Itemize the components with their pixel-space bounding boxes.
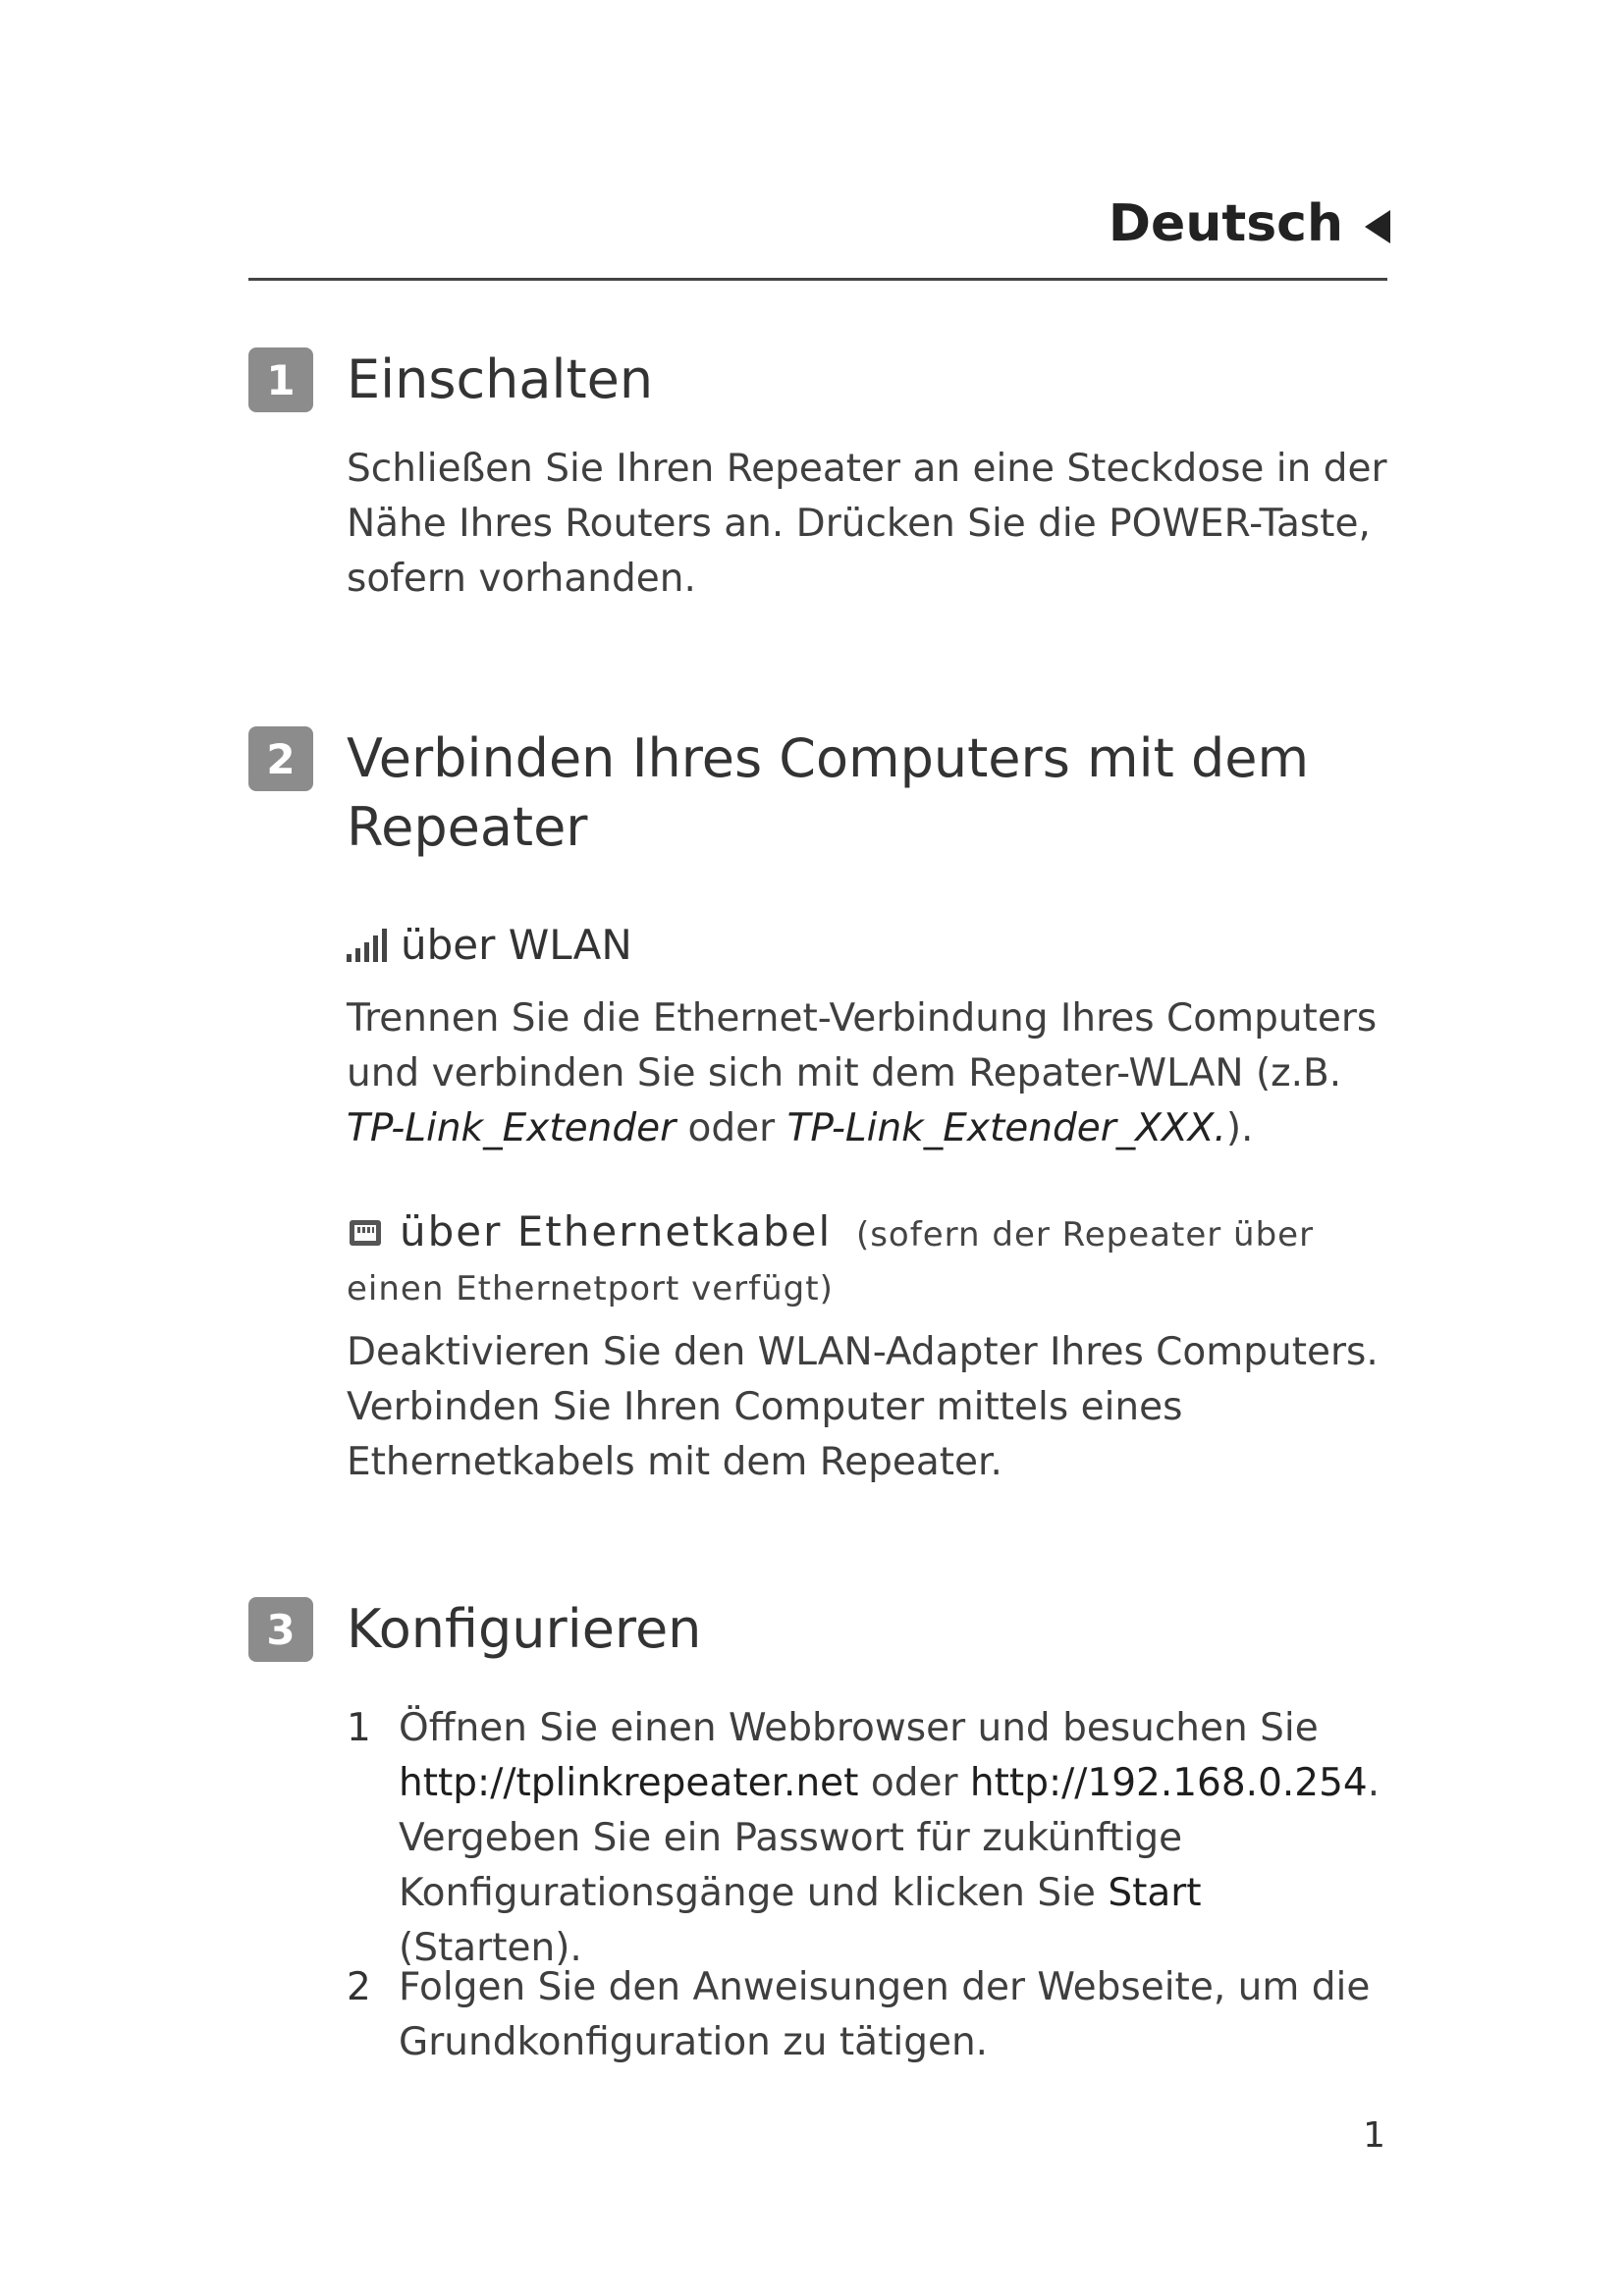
ethernet-body: Deaktivieren Sie den WLAN-Adapter Ihres Computers. Verbinden Sie Ihren Computer mittels eines Ethernetkabels mit dem Repeater. — [347, 1330, 1379, 1484]
wlan-text-after: ). — [1225, 1106, 1254, 1150]
wlan-text-between: oder — [676, 1106, 787, 1150]
wlan-subheading — [347, 921, 632, 969]
wlan-heading-label: über WLAN — [401, 921, 632, 969]
section-title-1: Einschalten — [347, 348, 654, 410]
page-number: 1 — [1363, 2115, 1385, 2156]
section-einschalten — [248, 346, 1392, 620]
step2-text: Folgen Sie den Anweisungen der Webseite, um die Grundkonfiguration zu tätigen. — [399, 1965, 1371, 2064]
list-number-2: 2 — [347, 1965, 371, 2009]
step1-end: (Starten). — [399, 1926, 582, 1970]
section-title-2: Verbinden Ihres Computers mit dem Repeater — [347, 727, 1310, 858]
ethernet-heading-label: über Ethernetkabel — [400, 1207, 833, 1255]
ethernet-subheading — [347, 1205, 1392, 1315]
ethernet-port-icon — [347, 1214, 384, 1252]
wifi-signal-icon — [347, 929, 387, 962]
language-header — [1109, 194, 1390, 253]
section-konfigurieren — [248, 1595, 1392, 2086]
wlan-body — [347, 991, 1392, 1156]
wlan-text-before: Trennen Sie die Ethernet-Verbindung Ihres Computers und verbinden Sie sich mit dem Repater-WLAN (z.B. — [347, 996, 1378, 1095]
list-number-1: 1 — [347, 1706, 371, 1750]
list-item-1 — [347, 1701, 1392, 1976]
language-label: Deutsch — [1108, 194, 1343, 253]
ssid-extender: TP-Link_Extender — [347, 1106, 677, 1150]
step1-mid: oder — [858, 1761, 970, 1805]
start-button-word: Start — [1108, 1871, 1202, 1915]
section-body-1: Schließen Sie Ihren Repeater an eine Steckdose in der Nähe Ihres Routers an. Drücken Sie die POWER-Taste, sofern vorhanden. — [347, 447, 1387, 601]
step1-after-urls: . — [1367, 1761, 1380, 1805]
step-badge-2: 2 — [248, 726, 313, 791]
triangle-left-icon — [1365, 210, 1390, 243]
url-ip-address[interactable]: http://192.168.0.254 — [969, 1761, 1368, 1805]
ethernet-note: (sofern der Repeater über einen Ethernetport verfügt) — [347, 1215, 1315, 1308]
list-item-2 — [347, 1960, 1392, 2070]
url-tplinkrepeater[interactable]: http://tplinkrepeater.net — [399, 1761, 859, 1805]
step1-line1: Öffnen Sie einen Webbrowser und besuchen Sie — [399, 1706, 1319, 1750]
step1-line3: Vergeben Sie ein Passwort für zukünftige Konfigurationsgänge und klicken Sie — [399, 1816, 1183, 1915]
section-verbinden — [248, 724, 1392, 1510]
step-badge-1: 1 — [248, 347, 313, 412]
section-title-3: Konfigurieren — [347, 1598, 702, 1660]
step-badge-3: 3 — [248, 1597, 313, 1662]
header-divider — [248, 278, 1387, 281]
ssid-extender-xxx: TP-Link_Extender_XXX. — [786, 1106, 1226, 1150]
